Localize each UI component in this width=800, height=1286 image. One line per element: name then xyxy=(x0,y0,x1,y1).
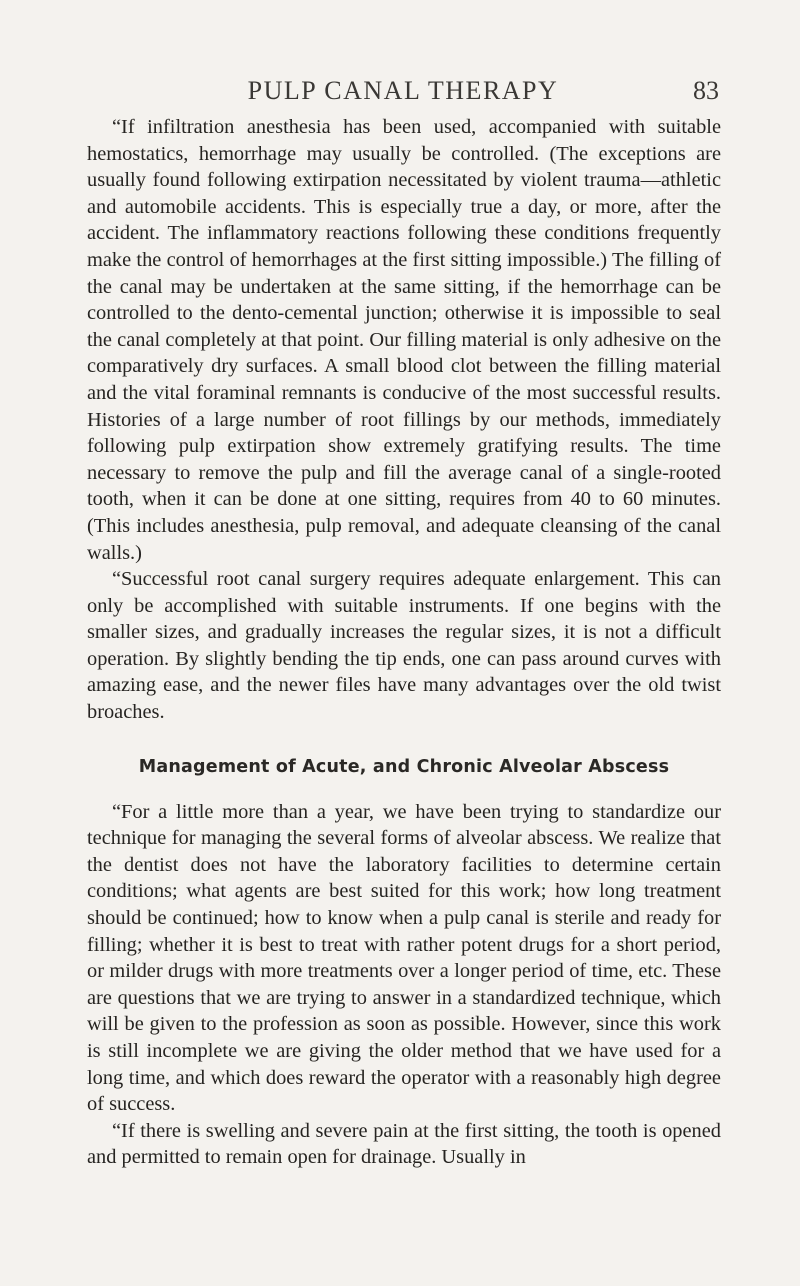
running-head xyxy=(87,74,719,114)
paragraph-abscess-technique: “For a little more than a year, we have been trying to standardize our technique for managing the several forms of alveolar abscess. We realize that the dentist does not have the laboratory facilities to determine certain conditions; what agents are best suited for this work; how long treatment should be continued; how to know when a pulp canal is sterile and ready for filling; whether it is best to treat with rather potent drugs for a short period, or milder drugs with more treatments over a longer period of time, etc. These are questions that we are trying to answer in a standardized technique, which will be given to the profession as soon as possible. However, since this work is still incomplete we are giving the older method that we have used for a long time, and which does reward the operator with a reasonably high degree of success. xyxy=(87,800,721,1116)
paragraph-canal-enlargement: “Successful root canal surgery requires adequate enlargement. This can only be accomplished with suitable instruments. If one begins with the smaller sizes, and gradually increases the regular sizes, it is not a difficult operation. By slightly bending the tip ends, one can pass around curves with amazing ease, and the newer files have many advantages over the old twist broaches. xyxy=(87,568,721,724)
running-title: PULP CANAL THERAPY xyxy=(247,76,559,105)
paragraph-hemorrhage-control: “If infiltration anesthesia has been used, accompanied with suitable hemostatics, hemorrhage may usually be controlled. (The exceptions are usually found following extirpation necessitated by violent trauma—athletic and automobile accidents. This is especially true a day, or more, after the accident. The inflammatory reactions following these conditions frequently make the control of hemorrhages at the first sitting impossible.) The filling of the canal may be undertaken at the same sitting, if the hemorrhage can be controlled to the dento-cemental junction; otherwise it is impossible to seal the canal completely at that point. Our filling material is only adhesive on the comparatively dry surfaces. A small blood clot between the filling material and the vital foraminal remnants is conducive of the most successful results. Histories of a large number of root fillings by our methods, immediately following pulp extirpation show extremely gratifying results. The time necessary to remove the pulp and fill the average canal of a single-rooted tooth, when it can be done at one sitting, requires from 40 to 60 minutes. (This includes anesthesia, pulp removal, and adequate cleansing of the canal walls.) xyxy=(87,116,721,564)
body-text xyxy=(87,114,721,1171)
page-number: 83 xyxy=(693,76,719,105)
section-heading: Management of Acute, and Chronic Alveolar Abscess xyxy=(138,756,670,777)
paragraph-swelling-drainage: “If there is swelling and severe pain at the first sitting, the tooth is opened and permitted to remain open for drainage. Usually in xyxy=(87,1119,721,1169)
